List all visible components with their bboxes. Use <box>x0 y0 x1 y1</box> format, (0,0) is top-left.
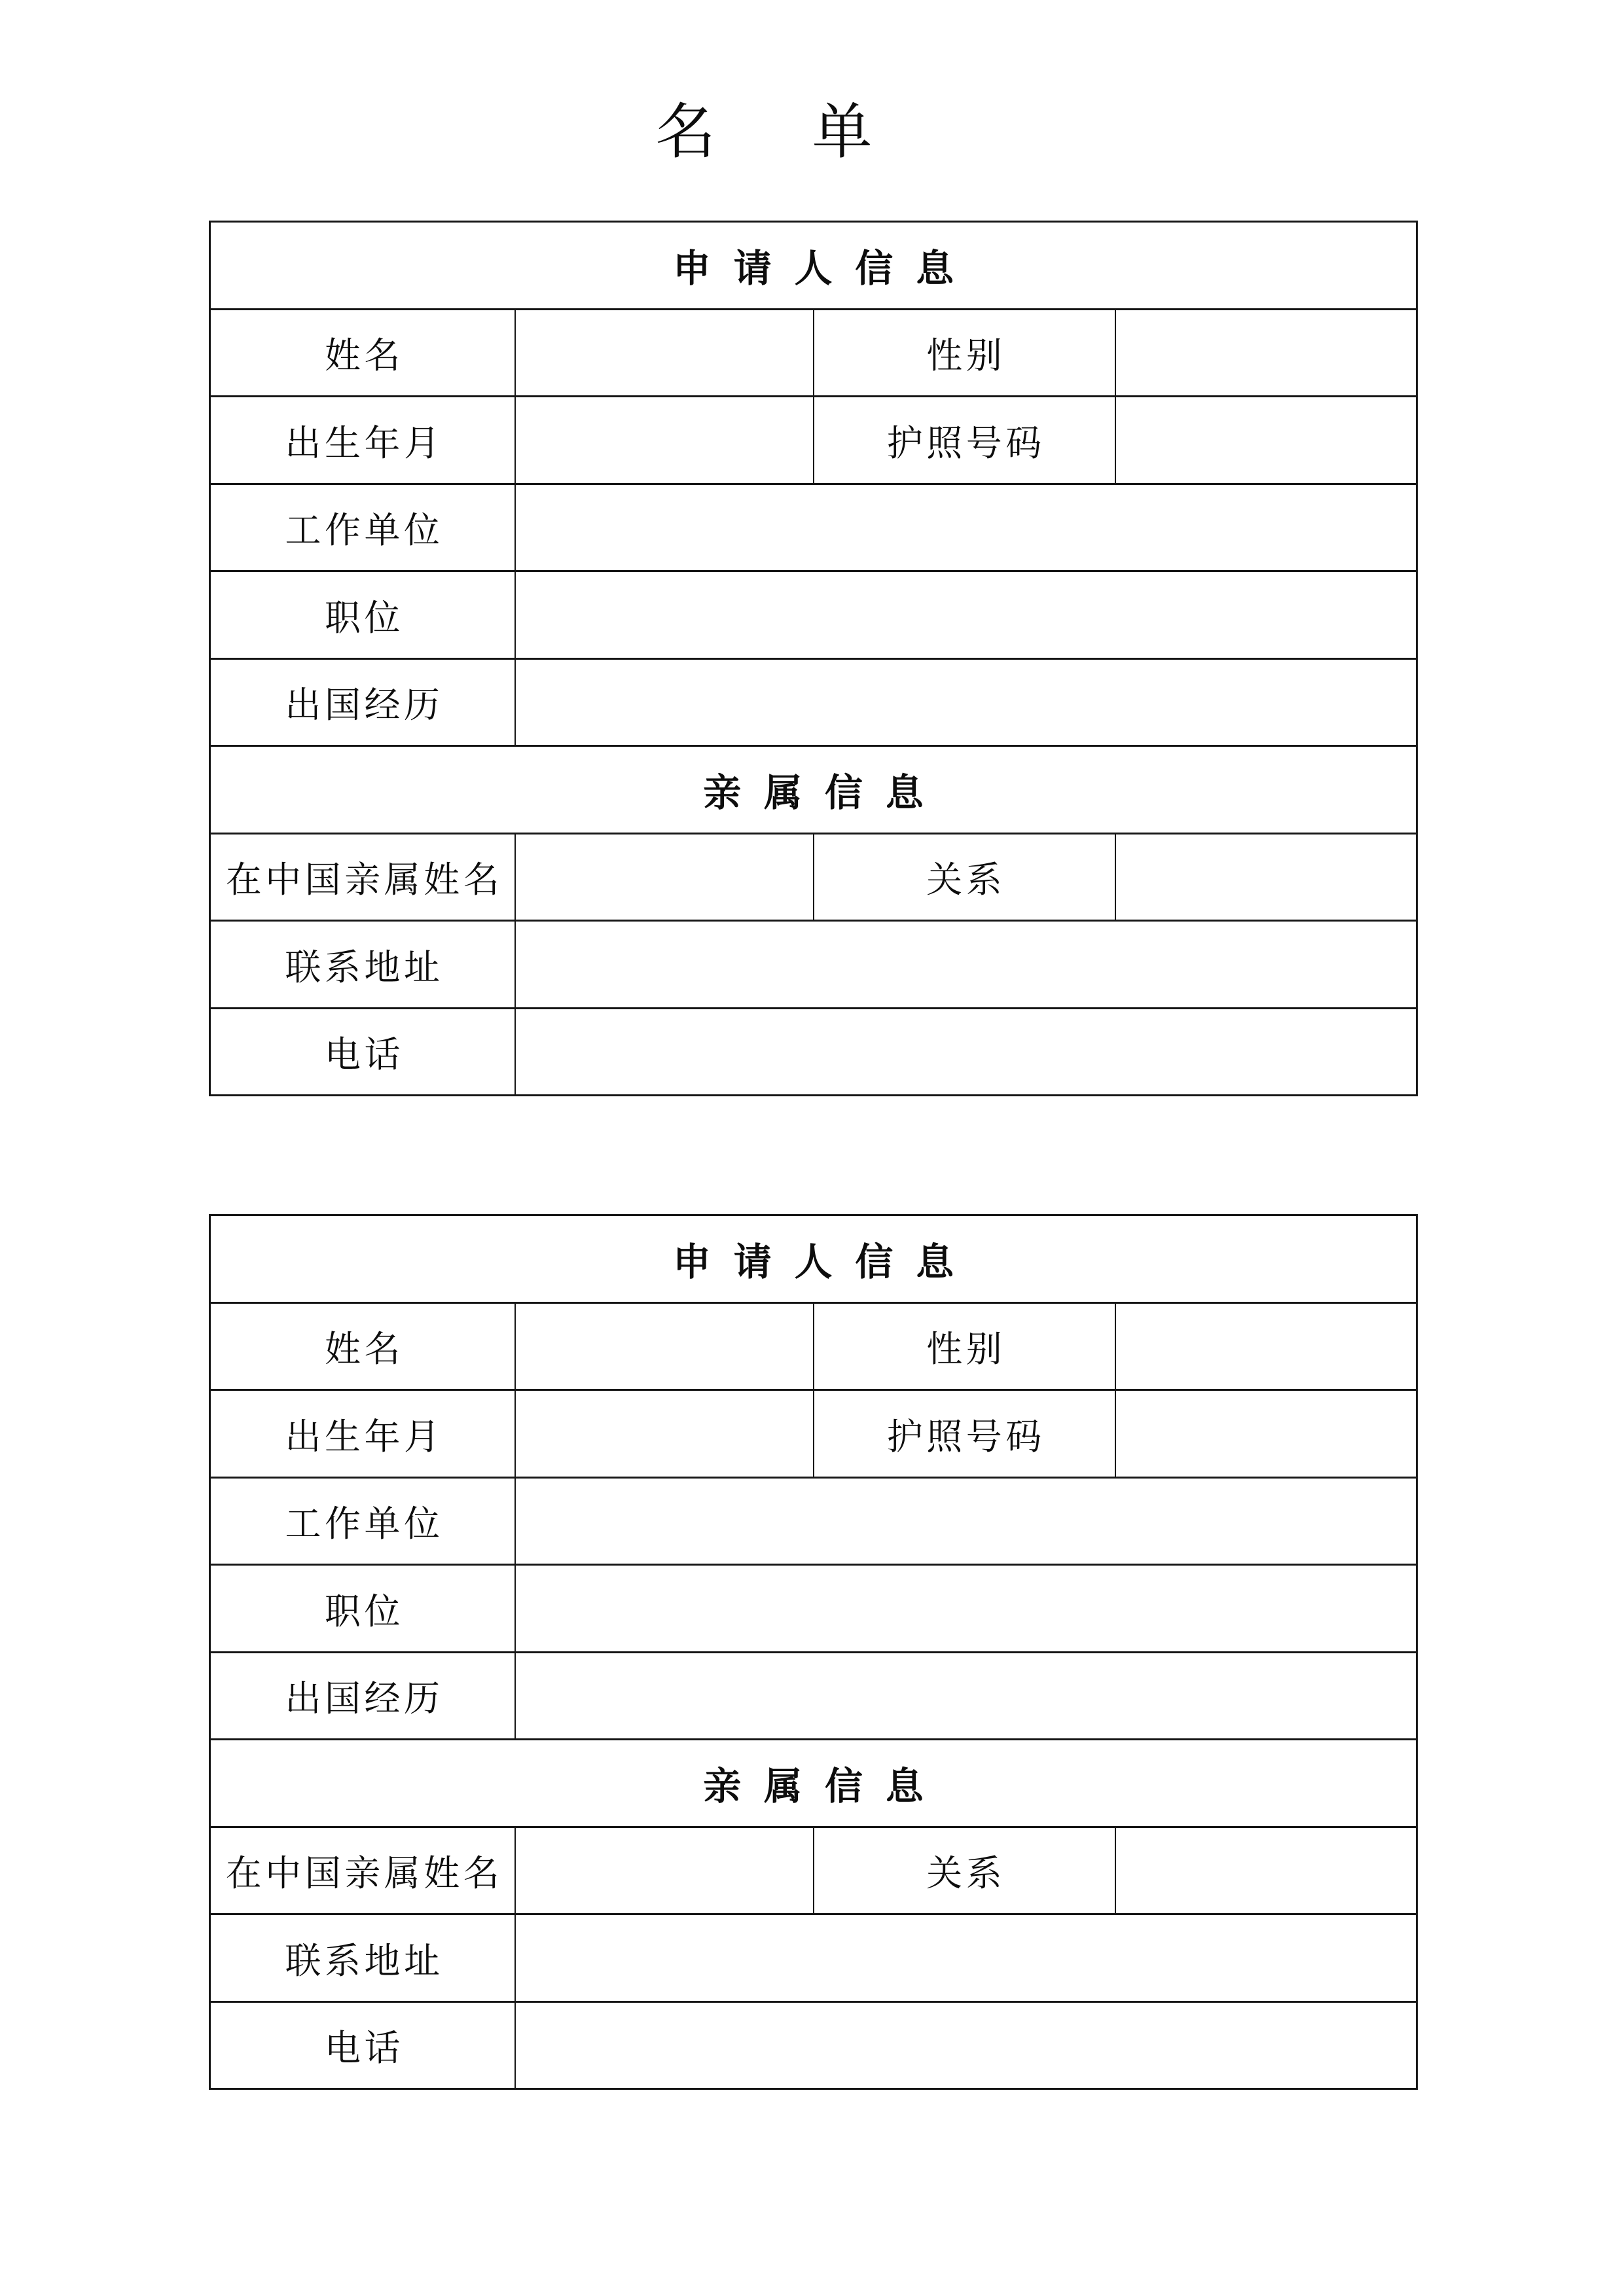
page-title: 名单 <box>655 99 969 166</box>
contact-address-value-cell[interactable] <box>515 921 1417 1009</box>
position-label: 职位 <box>210 1565 515 1653</box>
birth-date-value-cell[interactable] <box>515 1390 814 1478</box>
gender-value-cell[interactable] <box>1115 309 1417 397</box>
employer-value-cell[interactable] <box>515 484 1417 571</box>
table-row <box>210 1914 1417 2002</box>
name-label: 姓名 <box>210 309 515 397</box>
contact-address-value-cell[interactable] <box>515 1914 1417 2002</box>
applicant-form-table-2 <box>209 1214 1418 2090</box>
relative-name-value-cell[interactable] <box>515 1827 814 1914</box>
position-value-cell[interactable] <box>515 571 1417 659</box>
overseas-experience-value-cell[interactable] <box>515 1652 1417 1740</box>
applicant-section-header: 申请人信息 <box>210 222 1417 310</box>
gender-label: 性别 <box>814 309 1115 397</box>
table-row <box>210 2001 1417 2089</box>
table-row <box>210 1477 1417 1565</box>
table-row <box>210 571 1417 659</box>
table-row <box>210 309 1417 397</box>
passport-label: 护照号码 <box>814 397 1115 484</box>
table-row <box>210 746 1417 834</box>
table-row <box>210 1740 1417 1827</box>
table-row <box>210 397 1417 484</box>
gender-label: 性别 <box>814 1302 1115 1390</box>
phone-label: 电话 <box>210 2001 515 2089</box>
table-row <box>210 1390 1417 1478</box>
overseas-experience-label: 出国经历 <box>210 658 515 746</box>
applicant-section-header: 申请人信息 <box>210 1215 1417 1303</box>
table-row <box>210 1652 1417 1740</box>
table-row <box>210 658 1417 746</box>
relationship-label: 关系 <box>814 1827 1115 1914</box>
relative-name-label: 在中国亲属姓名 <box>210 833 515 921</box>
name-value-cell[interactable] <box>515 309 814 397</box>
passport-label: 护照号码 <box>814 1390 1115 1478</box>
name-value-cell[interactable] <box>515 1302 814 1390</box>
table-row <box>210 1565 1417 1653</box>
table-row <box>210 222 1417 310</box>
relationship-value-cell[interactable] <box>1115 1827 1417 1914</box>
position-label: 职位 <box>210 571 515 659</box>
birth-date-value-cell[interactable] <box>515 397 814 484</box>
overseas-experience-value-cell[interactable] <box>515 658 1417 746</box>
overseas-experience-label: 出国经历 <box>210 1652 515 1740</box>
table-row <box>210 1215 1417 1303</box>
gender-value-cell[interactable] <box>1115 1302 1417 1390</box>
name-label: 姓名 <box>210 1302 515 1390</box>
birth-date-label: 出生年月 <box>210 397 515 484</box>
phone-value-cell[interactable] <box>515 2001 1417 2089</box>
phone-label: 电话 <box>210 1008 515 1096</box>
applicant-form-table-1 <box>209 221 1418 1096</box>
contact-address-label: 联系地址 <box>210 921 515 1009</box>
relatives-section-header: 亲属信息 <box>210 1740 1417 1827</box>
phone-value-cell[interactable] <box>515 1008 1417 1096</box>
passport-value-cell[interactable] <box>1115 1390 1417 1478</box>
employer-label: 工作单位 <box>210 484 515 571</box>
relationship-value-cell[interactable] <box>1115 833 1417 921</box>
table-row <box>210 1008 1417 1096</box>
employer-value-cell[interactable] <box>515 1477 1417 1565</box>
relative-name-label: 在中国亲属姓名 <box>210 1827 515 1914</box>
relative-name-value-cell[interactable] <box>515 833 814 921</box>
table-row <box>210 833 1417 921</box>
position-value-cell[interactable] <box>515 1565 1417 1653</box>
employer-label: 工作单位 <box>210 1477 515 1565</box>
relationship-label: 关系 <box>814 833 1115 921</box>
table-row <box>210 484 1417 571</box>
table-row <box>210 1827 1417 1914</box>
birth-date-label: 出生年月 <box>210 1390 515 1478</box>
contact-address-label: 联系地址 <box>210 1914 515 2002</box>
passport-value-cell[interactable] <box>1115 397 1417 484</box>
table-row <box>210 1302 1417 1390</box>
table-row <box>210 921 1417 1009</box>
relatives-section-header: 亲属信息 <box>210 746 1417 834</box>
